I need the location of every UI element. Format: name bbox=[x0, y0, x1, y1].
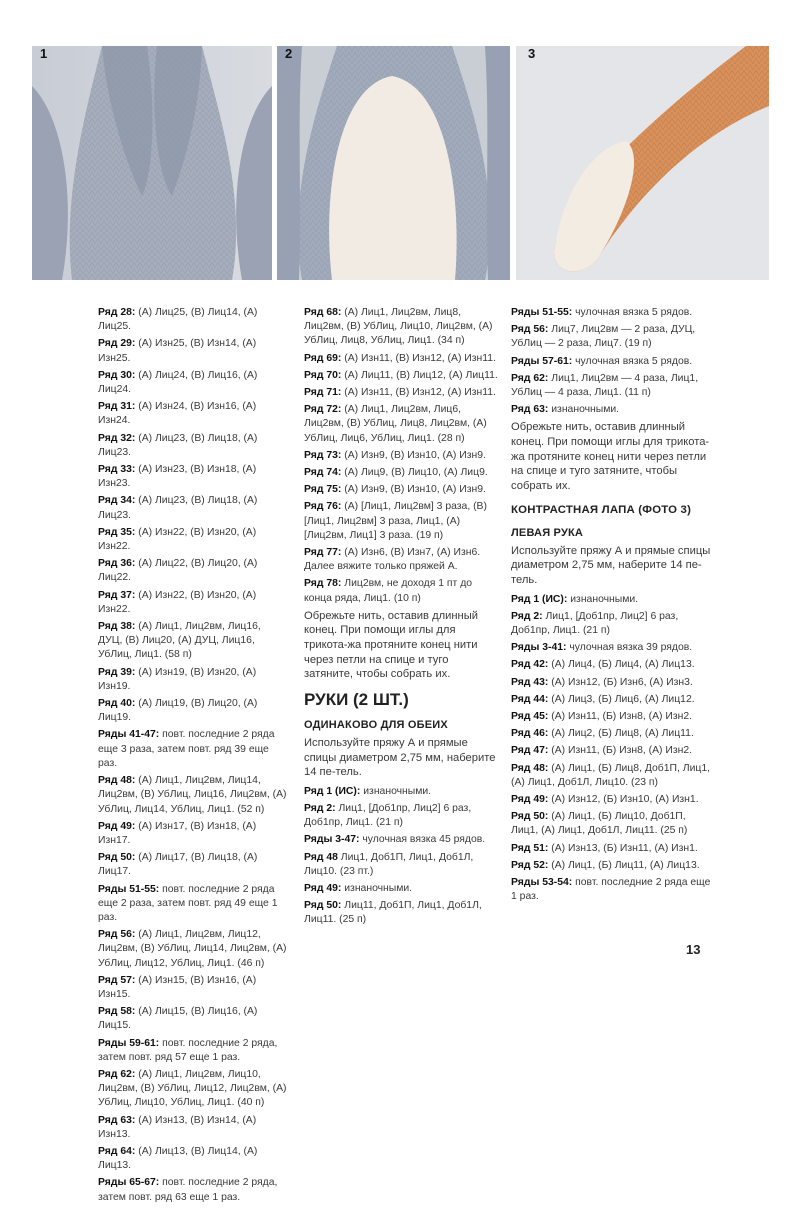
row-label: Ряд 56: bbox=[511, 324, 549, 336]
photo-2 bbox=[277, 46, 510, 280]
row-instruction bbox=[511, 372, 711, 400]
row-text: (А) Лиц1, (Б) Лиц11, (А) Лиц13. bbox=[548, 859, 700, 871]
row-instruction bbox=[511, 641, 711, 655]
row-instruction bbox=[98, 928, 288, 971]
row-instruction bbox=[98, 851, 288, 879]
row-text: (А) Лиц22, (В) Лиц20, (А) Лиц22. bbox=[98, 558, 258, 584]
row-label: Ряд 75: bbox=[304, 484, 342, 496]
row-label: Ряд 39: bbox=[98, 666, 136, 678]
row-text: (А) Изн11, (Б) Изн8, (А) Изн2. bbox=[548, 711, 693, 722]
page-number: 13 bbox=[686, 942, 701, 957]
row-label: Ряд 40: bbox=[98, 698, 136, 710]
row-text: изнаночными. bbox=[567, 593, 639, 605]
photo-3 bbox=[516, 46, 769, 280]
row-instruction bbox=[98, 820, 288, 848]
row-label: Ряд 58: bbox=[98, 1006, 136, 1018]
row-instruction bbox=[98, 1176, 288, 1204]
row-instruction bbox=[511, 610, 711, 638]
row-label: Ряд 1 (ИС): bbox=[304, 785, 361, 797]
row-text: (А) Изн19, (В) Изн20, (А) Изн19. bbox=[98, 666, 257, 692]
row-text: изнаночными. bbox=[341, 883, 413, 895]
row-label: Ряды 59-61: bbox=[98, 1037, 160, 1049]
row-label: Ряды 53-54: bbox=[511, 877, 573, 889]
row-label: Ряд 76: bbox=[304, 501, 342, 513]
row-label: Ряд 69: bbox=[304, 352, 342, 364]
row-text: (А) Лиц1, Лиц2вм, Лиц6, Лиц2вм, (В) УбЛиц, Лиц8, Лиц2вм, (А) УбЛиц, Лиц6, УбЛиц, Лиц1. (28 п) bbox=[304, 404, 487, 444]
row-instruction bbox=[98, 369, 288, 397]
row-instruction bbox=[98, 728, 288, 771]
row-instruction bbox=[304, 352, 498, 366]
row-label: Ряд 48 bbox=[304, 851, 338, 863]
row-instruction bbox=[98, 620, 288, 663]
row-text: повт. последние 2 ряда еще 3 раза, затем повт. ряд 39 еще раз. bbox=[98, 729, 275, 769]
row-text: Лиц1, [Доб1пр, Лиц2] 6 раз, Доб1пр, Лиц1. (21 п) bbox=[511, 610, 679, 636]
row-instruction bbox=[304, 403, 498, 446]
subheading-left-arm: ЛЕВАЯ РУКА bbox=[511, 526, 584, 539]
row-text: Лиц7, Лиц2вм — 2 раза, ДУЦ, УбЛиц — 2 раза, Лиц7. (19 п) bbox=[511, 324, 696, 350]
row-label: Ряд 36: bbox=[98, 558, 136, 570]
row-instruction bbox=[304, 851, 498, 879]
row-text: (А) Изн15, (В) Изн16, (А) Изн15. bbox=[98, 974, 257, 1000]
row-instruction bbox=[511, 810, 711, 838]
row-text: (А) Изн22, (В) Изн20, (А) Изн22. bbox=[98, 526, 257, 553]
row-label: Ряд 48: bbox=[98, 775, 136, 787]
row-text: повт. последние 2 ряда еще 1 раз. bbox=[511, 877, 711, 903]
row-label: Ряд 72: bbox=[304, 404, 342, 416]
row-text: повт. последние 2 ряда, затем повт. ряд 57 еще 1 раз. bbox=[98, 1037, 278, 1063]
row-label: Ряд 28: bbox=[98, 307, 136, 318]
row-label: Ряд 74: bbox=[304, 467, 342, 479]
row-text: (А) Изн11, (В) Изн12, (А) Изн11. bbox=[341, 352, 496, 364]
instruction-list-col2 bbox=[304, 306, 498, 606]
row-text: (А) Изн6, (В) Изн7, (А) Изн6. Далее вяжите только пряжей А. bbox=[304, 547, 481, 573]
row-label: Ряд 31: bbox=[98, 401, 136, 413]
row-label: Ряд 34: bbox=[98, 495, 136, 507]
row-label: Ряд 1 (ИС): bbox=[511, 593, 568, 605]
row-instruction bbox=[98, 557, 288, 585]
left-arm-intro-text: Используйте пряжу А и прямые спицы диаметром 2,75 мм, наберите 14 пе-тель. bbox=[511, 544, 711, 586]
row-label: Ряд 35: bbox=[98, 526, 136, 538]
row-label: Ряд 50: bbox=[98, 852, 136, 864]
row-label: Ряд 77: bbox=[304, 547, 342, 559]
row-text: Лиц1, [Доб1пр, Лиц2] 6 раз, Доб1пр, Лиц1. (21 п) bbox=[304, 803, 472, 829]
column-2 bbox=[304, 306, 498, 931]
row-instruction bbox=[304, 899, 498, 927]
row-label: Ряды 3-47: bbox=[304, 834, 360, 846]
row-text: (А) Лиц1, Лиц2вм, Лиц16, ДУЦ, (В) Лиц20, (А) ДУЦ, Лиц16, УбЛиц, Лиц1. (58 п) bbox=[98, 621, 261, 661]
row-label: Ряд 47: bbox=[511, 745, 549, 757]
row-instruction bbox=[304, 369, 498, 383]
row-label: Ряд 37: bbox=[98, 589, 136, 601]
photo-2-label: 2 bbox=[285, 46, 293, 61]
row-instruction bbox=[304, 386, 498, 400]
column-3 bbox=[511, 306, 711, 907]
row-text: Лиц2вм, не доходя 1 пт до конца ряда, Лиц1. (10 п) bbox=[304, 578, 473, 604]
row-text: повт. последние 2 ряда еще 2 раза, затем повт. ряд 49 еще 1 раз. bbox=[98, 883, 278, 923]
row-text: чулочная вязка 5 рядов. bbox=[572, 307, 693, 318]
row-label: Ряд 51: bbox=[511, 842, 549, 854]
row-instruction bbox=[98, 1005, 288, 1033]
row-text: (А) Лиц9, (В) Лиц10, (А) Лиц9. bbox=[341, 467, 488, 479]
row-text: (А) Лиц2, (Б) Лиц8, (А) Лиц11. bbox=[548, 728, 694, 740]
row-instruction bbox=[511, 593, 711, 607]
instruction-list-arms bbox=[304, 785, 498, 928]
row-label: Ряд 38: bbox=[98, 621, 136, 633]
row-instruction bbox=[511, 676, 711, 690]
row-instruction bbox=[511, 876, 711, 904]
row-label: Ряд 49: bbox=[511, 794, 549, 806]
instruction-list-left-arm bbox=[511, 593, 711, 905]
row-label: Ряд 49: bbox=[98, 820, 136, 832]
row-text: (А) Лиц1, Лиц2вм, Лиц12, Лиц2вм, (В) УбЛиц, Лиц14, Лиц2вм, (А) УбЛиц, Лиц12, УбЛиц, Лиц1. (46 п) bbox=[98, 929, 287, 969]
finishing-note-body: Обрежьте нить, оставив длинный конец. При помощи иглы для трикота-жа протяните конец нити через петли на спице и туго затяните, чтобы собрать их. bbox=[304, 609, 479, 681]
row-text: Лиц1, Доб1П, Лиц1, Доб1Л, Лиц10. (23 пт.) bbox=[304, 851, 474, 877]
row-label: Ряд 33: bbox=[98, 464, 136, 476]
row-instruction bbox=[98, 526, 288, 554]
row-text: (А) Лиц3, (Б) Лиц6, (А) Лиц12. bbox=[548, 693, 695, 705]
row-text: (А) Изн12, (Б) Изн10, (А) Изн1. bbox=[548, 794, 699, 806]
row-instruction bbox=[511, 710, 711, 724]
row-instruction bbox=[98, 974, 288, 1002]
row-instruction bbox=[304, 577, 498, 605]
subheading-both-arms: ОДИНАКОВО ДЛЯ ОБЕИХ bbox=[304, 718, 448, 731]
row-label: Ряд 2: bbox=[304, 803, 336, 815]
row-text: Лиц1, Лиц2вм — 4 раза, Лиц1, УбЛиц — 4 раза, Лиц1. (11 п) bbox=[511, 372, 699, 399]
row-text: (А) Изн23, (В) Изн18, (А) Изн23. bbox=[98, 464, 257, 490]
row-instruction bbox=[511, 355, 711, 369]
row-label: Ряд 70: bbox=[304, 369, 342, 381]
row-instruction bbox=[511, 727, 711, 741]
row-instruction bbox=[511, 762, 711, 790]
row-instruction bbox=[98, 432, 288, 460]
row-label: Ряд 30: bbox=[98, 369, 136, 381]
instruction-list-col3 bbox=[511, 306, 711, 417]
row-instruction bbox=[98, 589, 288, 617]
row-label: Ряд 57: bbox=[98, 974, 136, 986]
row-instruction bbox=[511, 403, 711, 417]
photo-1 bbox=[32, 46, 272, 280]
row-text: (А) Лиц4, (Б) Лиц4, (А) Лиц13. bbox=[548, 659, 695, 671]
row-instruction bbox=[511, 323, 711, 351]
row-label: Ряд 44: bbox=[511, 693, 549, 705]
row-text: (А) Лиц24, (В) Лиц16, (А) Лиц24. bbox=[98, 369, 258, 396]
row-text: (А) Изн13, (В) Изн14, (А) Изн13. bbox=[98, 1114, 257, 1140]
row-label: Ряд 29: bbox=[98, 338, 136, 350]
row-text: (А) Изн12, (Б) Изн6, (А) Изн3. bbox=[548, 676, 693, 688]
row-instruction bbox=[511, 744, 711, 758]
row-label: Ряды 51-55: bbox=[511, 307, 573, 318]
row-instruction bbox=[98, 697, 288, 725]
row-text: чулочная вязка 39 рядов. bbox=[566, 642, 693, 654]
row-label: Ряд 49: bbox=[304, 883, 342, 895]
row-text: (А) Изн9, (В) Изн10, (А) Изн9. bbox=[341, 484, 486, 496]
column-1 bbox=[98, 306, 288, 1208]
row-text: (А) Изн22, (В) Изн20, (А) Изн22. bbox=[98, 589, 257, 615]
row-instruction bbox=[98, 337, 288, 365]
row-text: (А) [Лиц1, Лиц2вм] 3 раза, (В) [Лиц1, Лиц2вм] 3 раза, Лиц1, (А) [Лиц2вм, Лиц1] 3 раза. (19 п) bbox=[304, 501, 487, 541]
row-instruction bbox=[98, 1114, 288, 1142]
row-label: Ряды 57-61: bbox=[511, 355, 573, 367]
row-text: (А) Изн25, (В) Изн14, (А) Изн25. bbox=[98, 338, 257, 364]
row-label: Ряд 43: bbox=[511, 676, 549, 688]
row-label: Ряд 50: bbox=[511, 811, 549, 823]
finishing-note-arms: Обрежьте нить, оставив длинный конец. При помощи иглы для трикота-жа протяните конец нити через петли на спице и туго затяните, чтобы собрать их. bbox=[511, 421, 710, 492]
row-instruction bbox=[98, 494, 288, 522]
section-heading-contrast-paw: КОНТРАСТНАЯ ЛАПА (ФОТО 3) bbox=[511, 504, 692, 517]
row-instruction bbox=[98, 1145, 288, 1173]
row-text: (А) Лиц17, (В) Лиц18, (А) Лиц17. bbox=[98, 852, 258, 878]
row-text: изнаночными. bbox=[360, 785, 432, 797]
row-instruction bbox=[304, 802, 498, 830]
row-text: (А) Изн17, (В) Изн18, (А) Изн17. bbox=[98, 820, 257, 846]
row-instruction bbox=[511, 793, 711, 807]
row-instruction bbox=[304, 466, 498, 480]
row-instruction bbox=[511, 658, 711, 672]
row-label: Ряд 42: bbox=[511, 659, 549, 671]
row-label: Ряд 63: bbox=[98, 1114, 136, 1126]
row-text: (А) Лиц19, (В) Лиц20, (А) Лиц19. bbox=[98, 698, 258, 724]
row-instruction bbox=[98, 1068, 288, 1111]
row-label: Ряд 56: bbox=[98, 929, 136, 941]
row-instruction bbox=[304, 500, 498, 543]
photo-3-label: 3 bbox=[528, 46, 536, 61]
row-instruction bbox=[304, 546, 498, 574]
row-instruction bbox=[98, 306, 288, 334]
row-text: (А) Лиц11, (В) Лиц12, (А) Лиц11. bbox=[341, 369, 498, 381]
row-instruction bbox=[98, 463, 288, 491]
row-label: Ряд 32: bbox=[98, 432, 136, 444]
row-text: повт. последние 2 ряда, затем повт. ряд 63 еще 1 раз. bbox=[98, 1177, 278, 1203]
row-text: (А) Изн11, (В) Изн12, (А) Изн11. bbox=[341, 387, 496, 399]
row-label: Ряд 63: bbox=[511, 404, 549, 416]
row-label: Ряд 45: bbox=[511, 711, 549, 722]
row-label: Ряд 68: bbox=[304, 307, 342, 318]
row-instruction bbox=[98, 400, 288, 428]
row-label: Ряды 41-47: bbox=[98, 729, 160, 741]
row-text: (А) Лиц13, (В) Лиц14, (А) Лиц13. bbox=[98, 1145, 258, 1172]
row-text: (А) Лиц1, (Б) Лиц8, Доб1П, Лиц1, (А) Лиц1, Доб1Л, Лиц10. (23 п) bbox=[511, 762, 711, 788]
row-instruction bbox=[304, 483, 498, 497]
row-text: (А) Лиц1, Лиц2вм, Лиц10, Лиц2вм, (В) УбЛиц, Лиц12, Лиц2вм, (А) УбЛиц, Лиц10, УбЛиц, Лиц1. (40 п) bbox=[98, 1068, 287, 1109]
row-instruction bbox=[511, 842, 711, 856]
row-text: (А) Лиц23, (В) Лиц18, (А) Лиц23. bbox=[98, 495, 258, 521]
row-text: (А) Изн24, (В) Изн16, (А) Изн24. bbox=[98, 401, 257, 427]
row-instruction bbox=[511, 859, 711, 873]
section-heading-arms: РУКИ (2 ШТ.) bbox=[304, 689, 409, 709]
row-text: чулочная вязка 5 рядов. bbox=[572, 355, 693, 367]
row-instruction bbox=[511, 306, 711, 320]
row-text: (А) Лиц1, (Б) Лиц10, Доб1П, Лиц1, (А) Лиц1, Доб1Л, Лиц11. (25 п) bbox=[511, 811, 688, 837]
row-label: Ряд 2: bbox=[511, 610, 543, 622]
row-label: Ряд 50: bbox=[304, 900, 342, 912]
row-text: (А) Лиц23, (В) Лиц18, (А) Лиц23. bbox=[98, 432, 258, 458]
arms-intro-text: Используйте пряжу А и прямые спицы диаметром 2,75 мм, наберите 14 пе-тель. bbox=[304, 737, 496, 779]
row-label: Ряд 64: bbox=[98, 1145, 136, 1157]
row-label: Ряд 71: bbox=[304, 387, 342, 399]
photo-1-label: 1 bbox=[40, 46, 48, 61]
row-label: Ряд 46: bbox=[511, 728, 549, 740]
row-instruction bbox=[304, 833, 498, 847]
row-text: Лиц11, Доб1П, Лиц1, Доб1Л, Лиц11. (25 п) bbox=[304, 900, 482, 926]
instruction-list-col1 bbox=[98, 306, 288, 1205]
row-instruction bbox=[304, 785, 498, 799]
row-instruction bbox=[511, 693, 711, 707]
row-label: Ряды 65-67: bbox=[98, 1177, 160, 1189]
row-label: Ряды 3-41: bbox=[511, 642, 567, 654]
row-instruction bbox=[98, 1037, 288, 1065]
row-label: Ряд 62: bbox=[511, 372, 549, 384]
row-label: Ряды 51-55: bbox=[98, 883, 160, 895]
row-text: (А) Лиц1, Лиц2вм, Лиц14, Лиц2вм, (В) УбЛиц, Лиц16, Лиц2вм, (А) УбЛиц, Лиц14, УбЛиц, Лиц1. (52 п) bbox=[98, 775, 287, 815]
row-instruction bbox=[98, 883, 288, 926]
row-instruction bbox=[304, 449, 498, 463]
row-text: (А) Изн11, (Б) Изн8, (А) Изн2. bbox=[548, 745, 693, 757]
row-instruction bbox=[98, 666, 288, 694]
row-text: (А) Изн13, (Б) Изн11, (А) Изн1. bbox=[548, 842, 698, 854]
row-label: Ряд 78: bbox=[304, 578, 342, 590]
row-text: изнаночными. bbox=[548, 404, 620, 416]
row-text: (А) Лиц1, Лиц2вм, Лиц8, Лиц2вм, (В) УбЛиц, Лиц10, Лиц2вм, (А) УбЛиц, Лиц8, УбЛиц, Лиц1. (34 п) bbox=[304, 307, 493, 347]
row-label: Ряд 52: bbox=[511, 859, 549, 871]
row-text: (А) Лиц25, (В) Лиц14, (А) Лиц25. bbox=[98, 307, 258, 333]
row-label: Ряд 73: bbox=[304, 449, 342, 461]
row-label: Ряд 48: bbox=[511, 762, 549, 774]
row-instruction bbox=[304, 306, 498, 349]
row-instruction bbox=[304, 882, 498, 896]
row-text: (А) Лиц15, (В) Лиц16, (А) Лиц15. bbox=[98, 1006, 258, 1032]
row-instruction bbox=[98, 774, 288, 817]
row-text: (А) Изн9, (В) Изн10, (А) Изн9. bbox=[341, 449, 486, 461]
row-label: Ряд 62: bbox=[98, 1068, 136, 1080]
row-text: чулочная вязка 45 рядов. bbox=[359, 834, 486, 846]
